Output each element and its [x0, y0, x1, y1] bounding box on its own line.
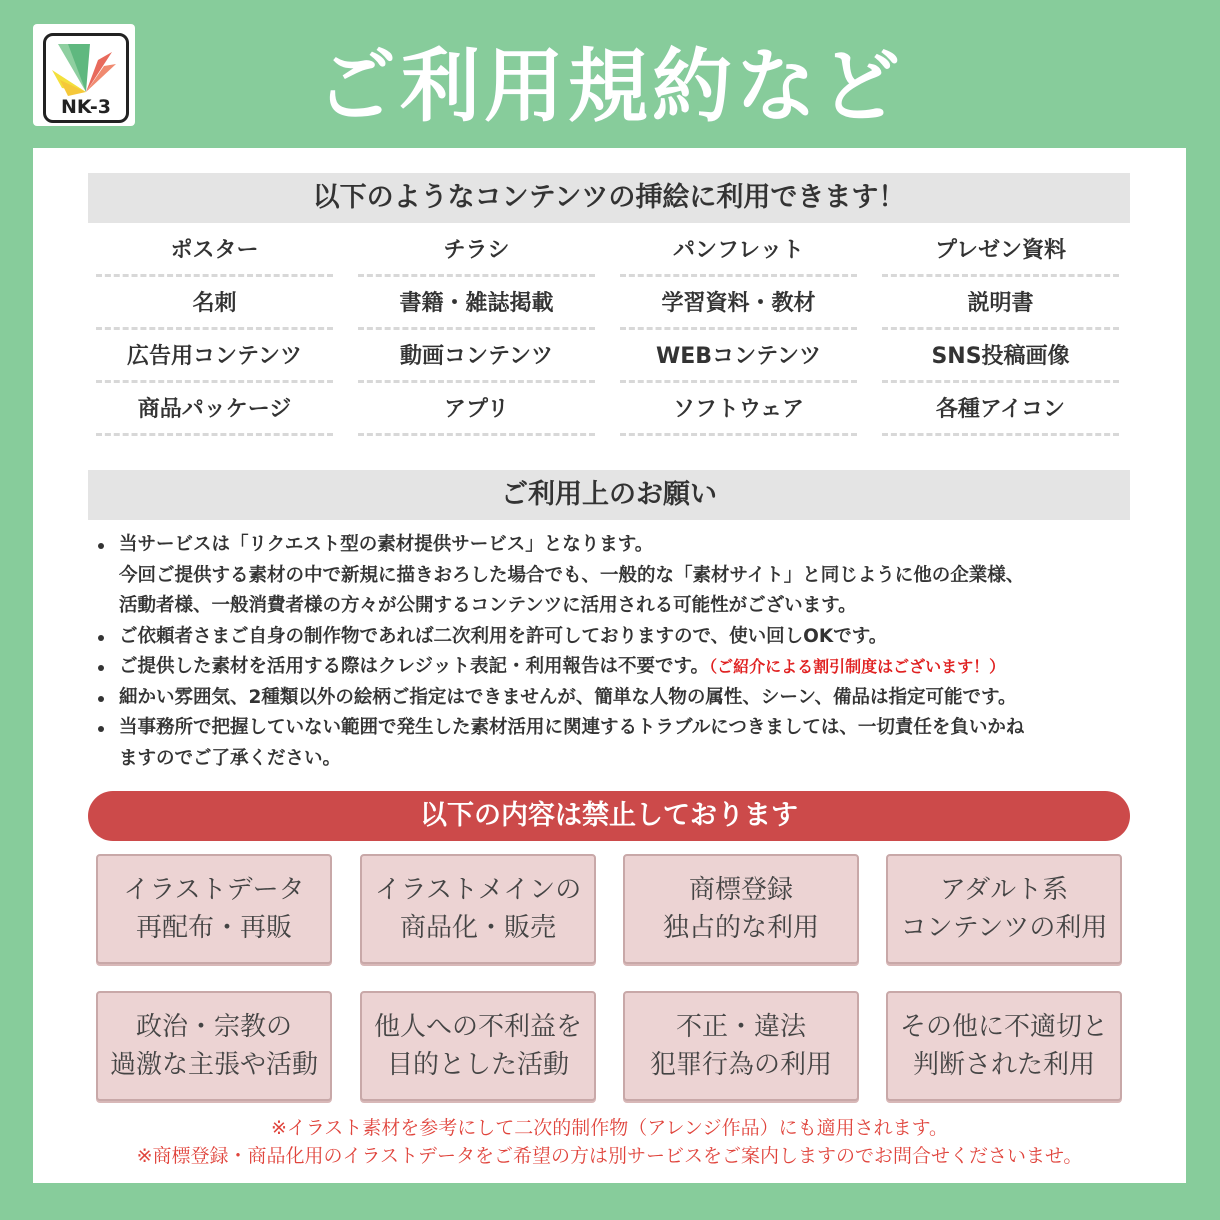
prohibited-line: イラストメインの [374, 875, 582, 905]
requests-heading: ご利用上のお願い [88, 470, 1130, 520]
prohibited-line: 不正・違法 [675, 1012, 806, 1042]
prohibited-line: 他人への不利益を [373, 1012, 582, 1042]
note-line: ご提供した素材を活用する際はクレジット表記・利用報告は不要です。 [119, 656, 710, 677]
prohibited-item [96, 991, 332, 1101]
prohibited-item [623, 991, 859, 1101]
list-item [91, 530, 1131, 622]
usage-item: 広告用コンテンツ [96, 334, 333, 383]
prohibited-line: 過激な主張や活動 [109, 1050, 318, 1080]
prohibited-heading: 以下の内容は禁止しております [88, 791, 1130, 841]
logo-text: NK-3 [60, 96, 112, 118]
prohibited-line: コンテンツの利用 [900, 913, 1108, 943]
content-panel [33, 148, 1186, 1183]
usage-item: プレゼン資料 [882, 228, 1119, 277]
page-title: ご利用規約など [316, 40, 904, 133]
note-line: 今回ご提供する素材の中で新規に描きおろした場合でも、一般的な「素材サイト」と同じように他の企業様、 [119, 564, 1025, 586]
footer-note: ※イラスト素材を参考にして二次的制作物（アレンジ作品）にも適用されます。 [270, 1117, 949, 1139]
note-line: 活動者様、一般消費者様の方々が公開するコンテンツに活用される可能性がございます。 [119, 595, 857, 616]
prohibited-line: 商品化・販売 [399, 913, 556, 943]
usage-item: 説明書 [882, 281, 1119, 330]
prohibited-line: 目的とした活動 [386, 1050, 569, 1080]
discount-note: （ご紹介による割引制度はございます！） [709, 657, 1006, 676]
prohibited-item [886, 991, 1122, 1101]
usage-item: ポスター [96, 228, 333, 277]
note-line: 細かい雰囲気、2種類以外の絵柄ご指定はできませんが、簡単な人物の属性、シーン、備品は指定可能です。 [119, 686, 1017, 708]
usage-row [96, 228, 1124, 281]
usage-item: SNS投稿画像 [882, 334, 1119, 383]
footer-note: ※商標登録・商品化用のイラストデータをご希望の方は別サービスをご案内しますのでお問合せくださいませ。 [136, 1145, 1083, 1167]
usage-item: 動画コンテンツ [358, 334, 595, 383]
usage-item: 学習資料・教材 [620, 281, 857, 330]
prohibited-line: アダルト系 [939, 875, 1069, 905]
usage-grid [96, 228, 1124, 440]
usage-row [96, 387, 1124, 440]
usage-item: パンフレット [620, 228, 857, 277]
prohibited-line: 犯罪行為の利用 [649, 1050, 832, 1080]
usage-item: WEBコンテンツ [620, 334, 857, 383]
usage-item: 商品パッケージ [96, 387, 333, 436]
usage-item: 名刺 [96, 281, 333, 330]
usage-row [96, 334, 1124, 387]
usage-item: 各種アイコン [882, 387, 1119, 436]
note-line: ますのでご了承ください。 [119, 747, 342, 769]
prohibited-line: 独占的な利用 [662, 913, 819, 943]
prohibited-line: イラストデータ [123, 875, 305, 905]
prohibited-line: 判断された利用 [912, 1050, 1095, 1080]
list-item [91, 683, 1131, 714]
note-line: ご依頼者さまご自身の制作物であれば二次利用を許可しておりますので、使い回しOKです。 [119, 625, 888, 647]
usage-item: 書籍・雑誌掲載 [358, 281, 595, 330]
prohibited-line: その他に不適切と [899, 1012, 1108, 1042]
prohibited-item [623, 854, 859, 964]
list-item [91, 652, 1131, 683]
prohibited-item [886, 854, 1122, 964]
prohibited-item [96, 854, 332, 964]
prohibited-item [360, 991, 596, 1101]
prohibited-line: 商標登録 [688, 875, 793, 905]
usage-row [96, 281, 1124, 334]
usage-heading: 以下のようなコンテンツの挿絵に利用できます！ [88, 173, 1130, 223]
usage-item: アプリ [358, 387, 595, 436]
prohibited-line: 再配布・再販 [135, 913, 292, 943]
usage-item: ソフトウェア [620, 387, 857, 436]
list-item [91, 713, 1131, 774]
usage-item: チラシ [358, 228, 595, 277]
note-line: 当サービスは「リクエスト型の素材提供サービス」となります。 [119, 534, 654, 555]
list-item [91, 622, 1131, 653]
prohibited-item [360, 854, 596, 964]
requests-list [91, 530, 1131, 774]
note-line: 当事務所で把握していない範囲で発生した素材活用に関連するトラブルにつきましては、一切責任を負いかね [119, 717, 1025, 738]
prohibited-line: 政治・宗教の [135, 1012, 292, 1042]
